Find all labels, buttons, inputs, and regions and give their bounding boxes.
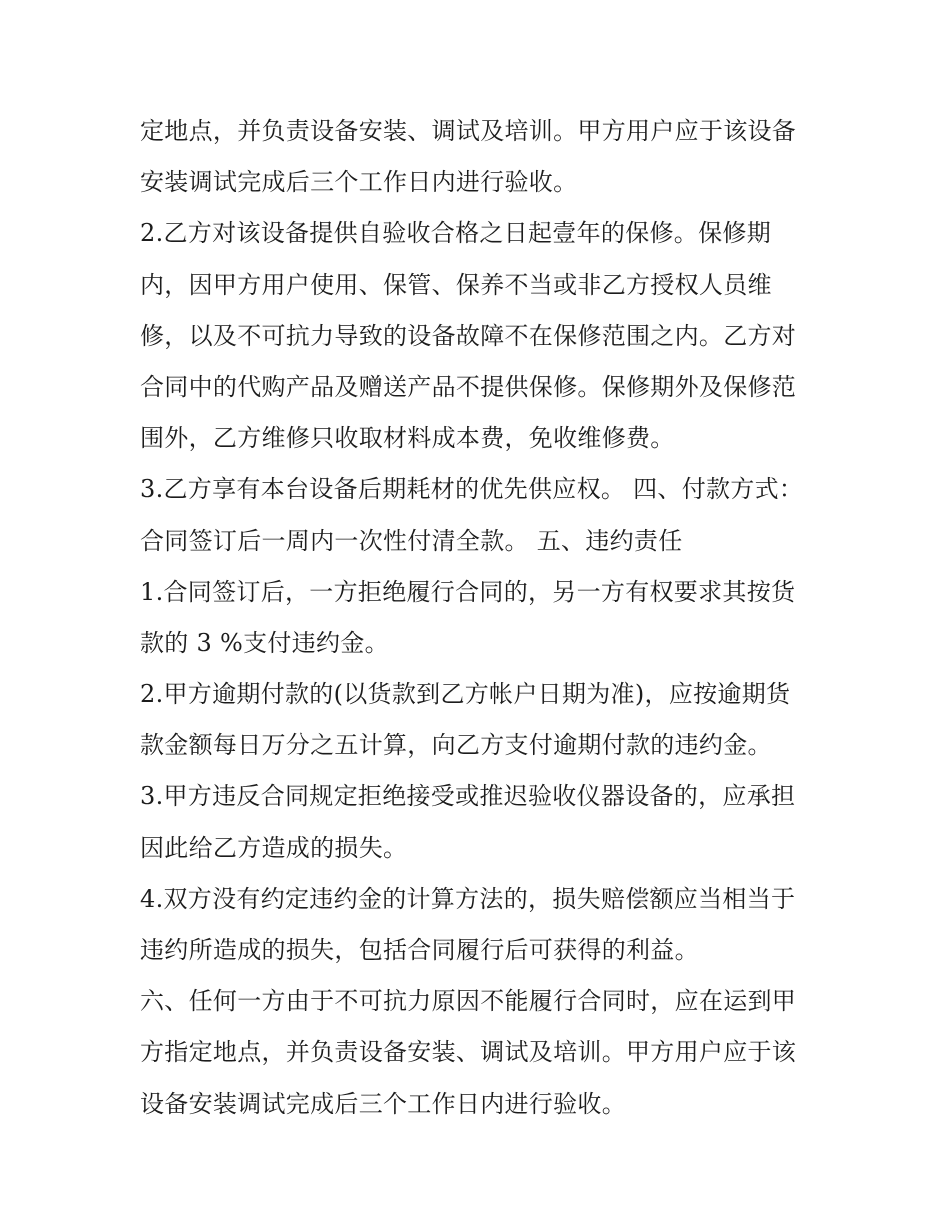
text-line-1: 定地点，并负责设备安装、调试及培训。甲方用户应于该设备 <box>140 117 797 145</box>
document-body <box>140 106 820 1130</box>
text-line-20: 设备安装调试完成后三个工作日内进行验收。 <box>140 1089 626 1118</box>
text-line-13: 款金额每日万分之五计算，向乙方支付逾期付款的违约金。 <box>140 731 772 760</box>
text-line-12: 2.甲方逾期付款的(以货款到乙方帐户日期为准)，应按逾期货 <box>140 680 791 709</box>
text-line-19: 方指定地点，并负责设备安装、调试及培训。甲方用户应于该 <box>140 1038 797 1067</box>
text-line-18: 六、任何一方由于不可抗力原因不能履行合同时，应在运到甲 <box>140 987 797 1016</box>
text-line-4: 内，因甲方用户使用、保管、保养不当或非乙方授权人员维 <box>140 270 772 299</box>
text-line-16: 4.双方没有约定违约金的计算方法的，损失赔偿额应当相当于 <box>140 884 796 913</box>
text-line-15: 因此给乙方造成的损失。 <box>140 833 408 862</box>
text-line-14: 3.甲方违反合同规定拒绝接受或推迟验收仪器设备的，应承担 <box>140 782 796 811</box>
text-line-5: 修，以及不可抗力导致的设备故障不在保修范围之内。乙方对 <box>140 321 797 350</box>
text-line-7: 围外，乙方维修只收取材料成本费，免收维修费。 <box>140 424 675 453</box>
text-line-10: 1.合同签订后，一方拒绝履行合同的，另一方有权要求其按货 <box>140 577 796 606</box>
text-line-6: 合同中的代购产品及赠送产品不提供保修。保修期外及保修范 <box>140 372 797 401</box>
text-line-2: 安装调试完成后三个工作日内进行验收。 <box>140 168 578 197</box>
text-line-17: 违约所造成的损失，包括合同履行后可获得的利益。 <box>140 936 699 964</box>
text-line-8: 3.乙方享有本台设备后期耗材的优先供应权。 四、付款方式： <box>140 475 804 504</box>
text-line-11: 款的 3 %支付违约金。 <box>140 628 389 657</box>
text-line-3: 2.乙方对该设备提供自验收合格之日起壹年的保修。保修期 <box>140 219 771 248</box>
text-line-9: 合同签订后一周内一次性付清全款。 五、违约责任 <box>140 526 683 555</box>
